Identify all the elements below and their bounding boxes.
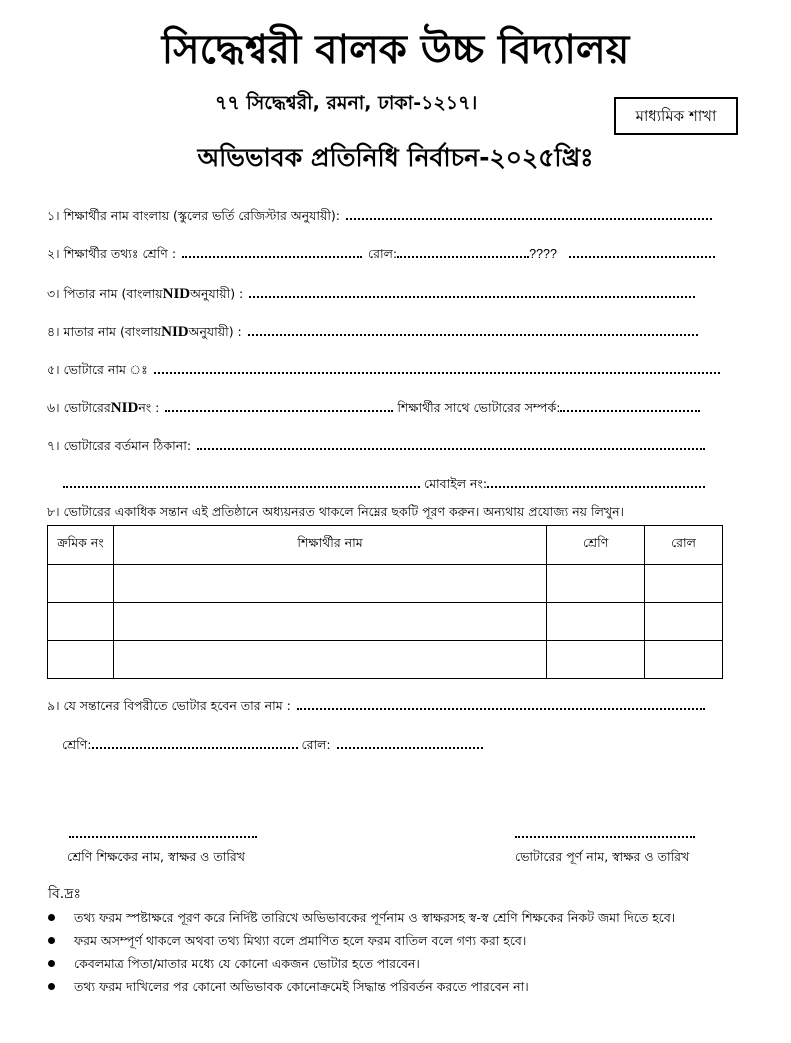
child-class-input[interactable] (92, 737, 298, 749)
field-mother-name (47, 323, 698, 341)
field-child-name-for-vote (47, 697, 705, 715)
cell-student-name[interactable] (113, 603, 546, 641)
father-name-input[interactable] (249, 286, 695, 298)
bullet-icon (48, 983, 55, 990)
cell-class[interactable] (547, 641, 645, 679)
field-multiple-children-instruction: ৮। ভোটারের একাধিক সন্তান এই প্রতিষ্ঠানে অধ্যয়নরত থাকলে নিম্নের ছকটি পূরণ করুন। অন্যথায় প্রযোজ্য নয় লিখুন। (47, 504, 625, 519)
nid-text: NID (162, 286, 191, 302)
cell-roll[interactable] (645, 603, 723, 641)
field-father-name (47, 285, 695, 303)
cell-roll[interactable] (645, 641, 723, 679)
field-voter-name-label: ৫। ভোটারে নাম ঃ (47, 362, 148, 377)
table-row (48, 641, 723, 679)
mobile-input[interactable] (487, 476, 705, 488)
field-father-label-pre: ৩। পিতার নাম (বাংলায় (47, 286, 163, 301)
cell-class[interactable] (547, 603, 645, 641)
child-name-input[interactable] (297, 698, 705, 710)
col-roll: রোল (645, 526, 723, 565)
student-extra-input[interactable] (569, 246, 715, 258)
cell-class[interactable] (547, 565, 645, 603)
notes-list (44, 906, 675, 998)
voter-nid-input[interactable] (165, 400, 393, 412)
cell-serial-no[interactable] (48, 565, 114, 603)
school-address: ৭৭ সিদ্ধেশ্বরী, রমনা, ঢাকা-১২১৭। (215, 92, 478, 114)
field-mother-label-post: অনুযায়ী) : (188, 324, 242, 339)
table-header-row (48, 526, 723, 565)
field-voter-address (47, 437, 705, 455)
cell-roll[interactable] (645, 565, 723, 603)
voter-signature-caption: ভোটারের পূর্ণ নাম, স্বাক্ষর ও তারিখ (515, 849, 690, 864)
cell-serial-no[interactable] (48, 641, 114, 679)
mother-name-input[interactable] (248, 324, 698, 336)
voter-name-input[interactable] (154, 362, 720, 374)
children-table (47, 525, 723, 679)
bullet-icon (48, 960, 55, 967)
child-class-label: শ্রেণি: (62, 737, 92, 752)
cell-student-name[interactable] (113, 565, 546, 603)
note-item (44, 929, 675, 952)
field-voter-nid-label-post: নং : (138, 400, 160, 415)
field-father-label-post: অনুযায়ী) : (190, 286, 244, 301)
child-roll-input[interactable] (337, 737, 483, 749)
field-voter-address-label: ৭। ভোটারের বর্তমান ঠিকানা: (47, 438, 192, 453)
voter-address-input-line2[interactable] (63, 476, 420, 488)
teacher-signature-caption: শ্রেণি শিক্ষকের নাম, স্বাক্ষর ও তারিখ (67, 849, 246, 864)
student-class-input[interactable] (182, 246, 362, 258)
nid-text: NID (161, 324, 189, 340)
field-student-name (47, 207, 712, 225)
field-voter-name (47, 361, 720, 379)
note-item (44, 952, 675, 975)
col-serial-no: ক্রমিক নং (48, 526, 114, 565)
form-title: অভিভাবক প্রতিনিধি নির্বাচন-২০২৫খ্রিঃ (197, 143, 594, 172)
note-item (44, 906, 675, 929)
table-row (48, 565, 723, 603)
mobile-label: মোবাইল নং: (424, 476, 488, 491)
field-child-class-roll (62, 736, 483, 754)
field-student-info-label: ২। শিক্ষার্থীর তথ্যঃ শ্রেণি : (47, 246, 177, 261)
note-text: তথ্য ফরম দাখিলের পর কোনো অভিভাবক কোনোক্রমেই সিদ্ধান্ত পরিবর্তন করতে পারবেন না। (74, 979, 529, 994)
student-name-input[interactable] (346, 208, 712, 220)
bullet-icon (48, 914, 55, 921)
child-roll-label: রোল: (301, 737, 331, 752)
field-child-name-label: ৯। যে সন্তানের বিপরীতে ভোটার হবেন তার নাম : (47, 698, 291, 713)
field-student-name-label: ১। শিক্ষার্থীর নাম বাংলায় (স্কুলের ভর্তি রেজিস্টার অনুযায়ী): (47, 208, 341, 223)
relation-label: শিক্ষার্থীর সাথে ভোটারের সম্পর্ক: (397, 400, 561, 415)
note-text: ফরম অসম্পূর্ণ থাকলে অথবা তথ্য মিথ্যা বলে প্রমাণিত হলে ফরম বাতিল বলে গণ্য করা হবে। (74, 933, 527, 948)
cell-serial-no[interactable] (48, 603, 114, 641)
teacher-signature-line[interactable] (69, 836, 257, 838)
relation-input[interactable] (560, 400, 700, 412)
field-voter-nid (47, 399, 700, 417)
student-roll-label: রোল: (368, 246, 398, 261)
student-roll-input[interactable] (397, 246, 529, 258)
note-text: তথ্য ফরম স্পষ্টাক্ষরে পূরণ করে নির্দিষ্ট তারিখে অভিভাবকের পূর্ণনাম ও স্বাক্ষরসহ স্ব-স্ব শ্রেণি শিক্ষকের নিকট জমা দিতে হবে। (74, 910, 676, 925)
unknown-marker: ???? (529, 247, 557, 261)
note-text: কেবলমাত্র পিতা/মাতার মধ্যে যে কোনো একজন ভোটার হতে পারবেন। (74, 956, 420, 971)
field-voter-address-line2 (63, 475, 705, 493)
branch-label-box: মাধ্যমিক শাখা (614, 97, 738, 135)
notes-title: বি.দ্রঃ (48, 886, 82, 902)
cell-student-name[interactable] (113, 641, 546, 679)
table-row (48, 603, 723, 641)
field-student-info (47, 245, 715, 263)
col-student-name: শিক্ষার্থীর নাম (113, 526, 546, 565)
voter-address-input[interactable] (197, 438, 705, 450)
field-voter-nid-label-pre: ৬। ভোটারের (47, 400, 111, 415)
nid-text: NID (110, 400, 139, 416)
note-item (44, 975, 675, 998)
school-name: সিদ্ধেশ্বরী বালক উচ্চ বিদ্যালয় (161, 27, 630, 73)
col-class: শ্রেণি (547, 526, 645, 565)
bullet-icon (48, 937, 55, 944)
voter-signature-line[interactable] (515, 836, 695, 838)
field-mother-label-pre: ৪। মাতার নাম (বাংলায় (47, 324, 162, 339)
